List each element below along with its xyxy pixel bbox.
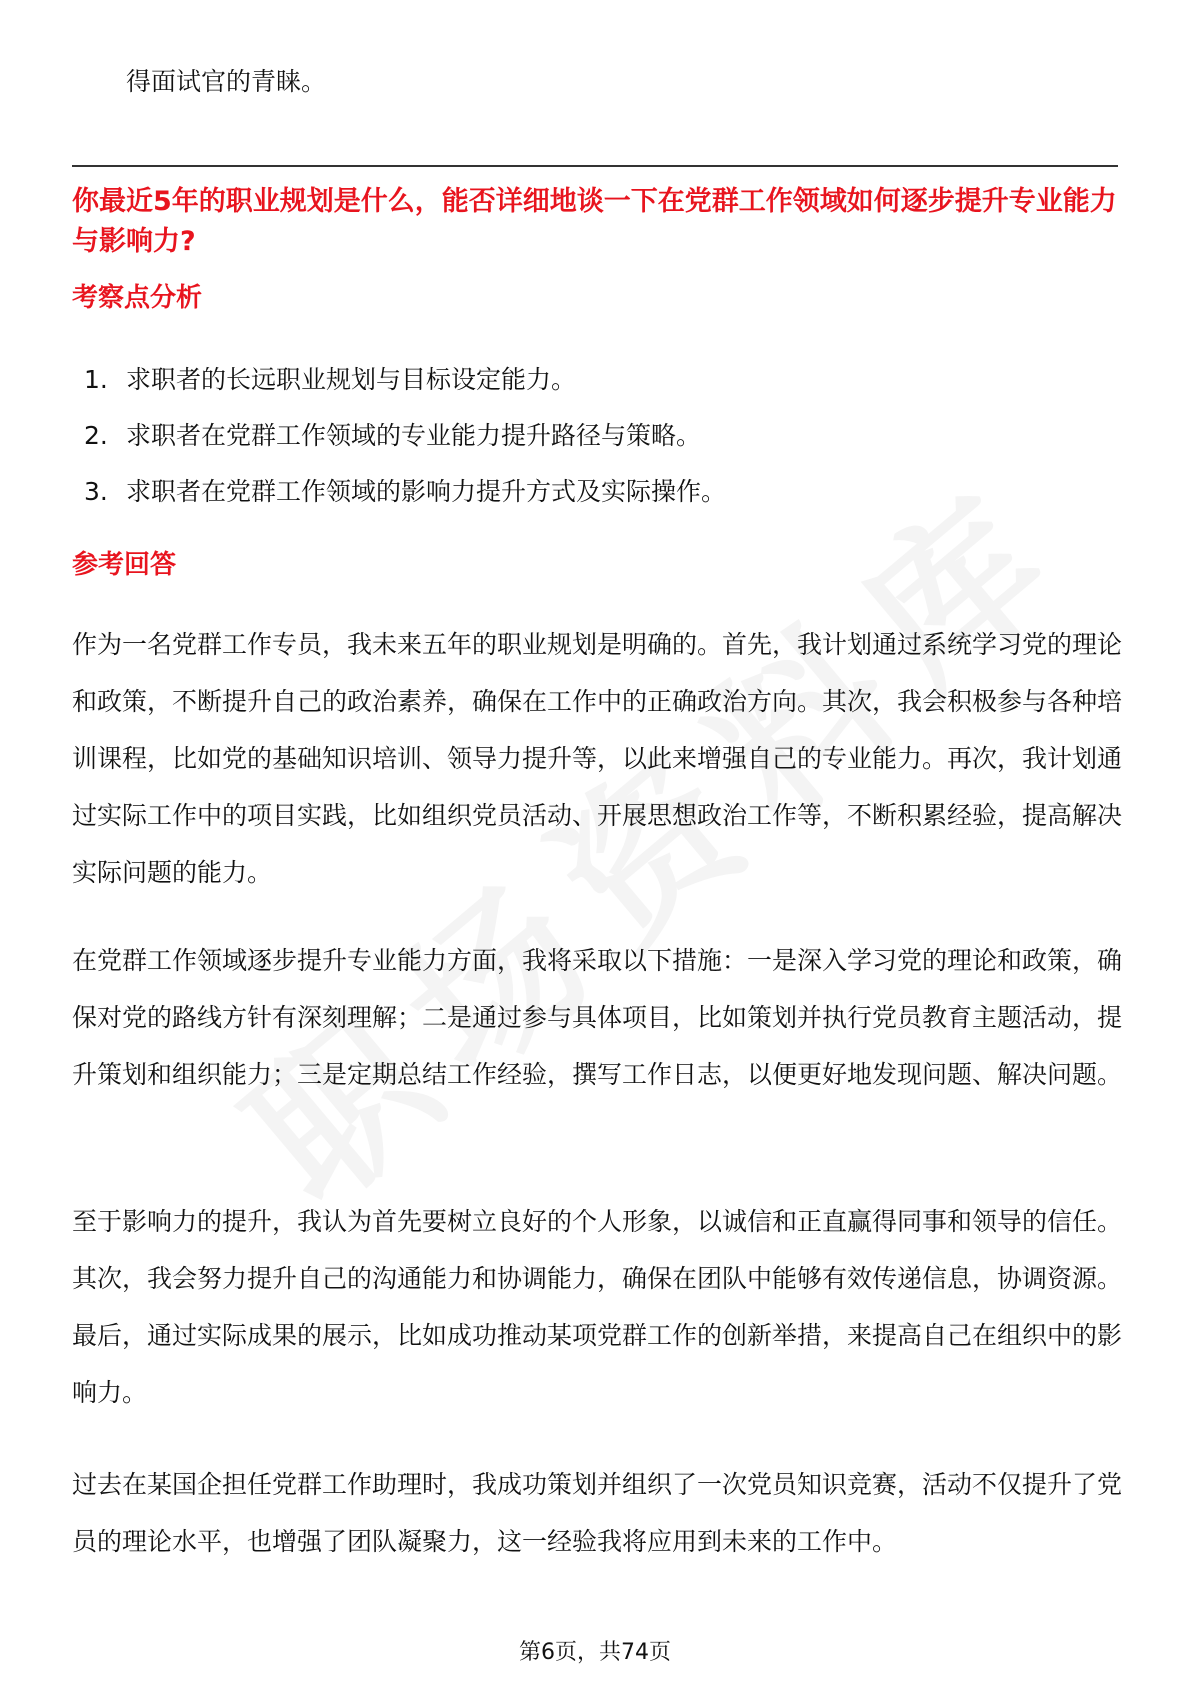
analysis-title: 考察点分析 — [72, 283, 203, 313]
list-item-text: 求职者的长远职业规划与目标设定能力。 — [126, 365, 577, 394]
list-item-text: 求职者在党群工作领域的影响力提升方式及实际操作。 — [126, 477, 727, 506]
list-item-number: 3. — [84, 477, 108, 506]
question-heading: 你最近5年的职业规划是什么，能否详细地谈一下在党群工作领域如何逐步提升专业能力与影响力? — [72, 186, 1117, 257]
list-item-number: 2. — [84, 421, 108, 450]
list-item — [84, 352, 726, 408]
page-number-footer: 第6页，共74页 — [519, 1640, 671, 1665]
answer-title: 参考回答 — [72, 550, 177, 580]
answer-paragraph: 作为一名党群工作专员，我未来五年的职业规划是明确的。首先，我计划通过系统学习党的理论和政策，不断提升自己的政治素养，确保在工作中的正确政治方向。其次，我会积极参与各种培训课程，比如党的基础知识培训、领导力提升等，以此来增强自己的专业能力。再次，我计划通过实际工作中的项目实践，比如组织党员活动、开展思想政治工作等，不断积累经验，提高解决实际问题的能力。 — [72, 630, 1123, 887]
list-item — [84, 464, 726, 520]
list-item — [84, 408, 726, 464]
analysis-list — [84, 352, 726, 520]
answer-paragraph: 过去在某国企担任党群工作助理时，我成功策划并组织了一次党员知识竞赛，活动不仅提升了党员的理论水平，也增强了团队凝聚力，这一经验我将应用到未来的工作中。 — [72, 1470, 1123, 1556]
carryover-text: 得面试官的青睐。 — [126, 67, 327, 96]
answer-paragraph: 至于影响力的提升，我认为首先要树立良好的个人形象，以诚信和正直赢得同事和领导的信任。其次，我会努力提升自己的沟通能力和协调能力，确保在团队中能够有效传递信息，协调资源。最后，通过实际成果的展示，比如成功推动某项党群工作的创新举措，来提高自己在组织中的影响力。 — [72, 1207, 1123, 1407]
answer-paragraph: 在党群工作领域逐步提升专业能力方面，我将采取以下措施：一是深入学习党的理论和政策，确保对党的路线方针有深刻理解；二是通过参与具体项目，比如策划并执行党员教育主题活动，提升策划和组织能力；三是定期总结工作经验，撰写工作日志，以便更好地发现问题、解决问题。 — [72, 946, 1123, 1089]
list-item-text: 求职者在党群工作领域的专业能力提升路径与策略。 — [126, 421, 702, 450]
section-divider — [72, 165, 1118, 167]
list-item-number: 1. — [84, 365, 108, 394]
